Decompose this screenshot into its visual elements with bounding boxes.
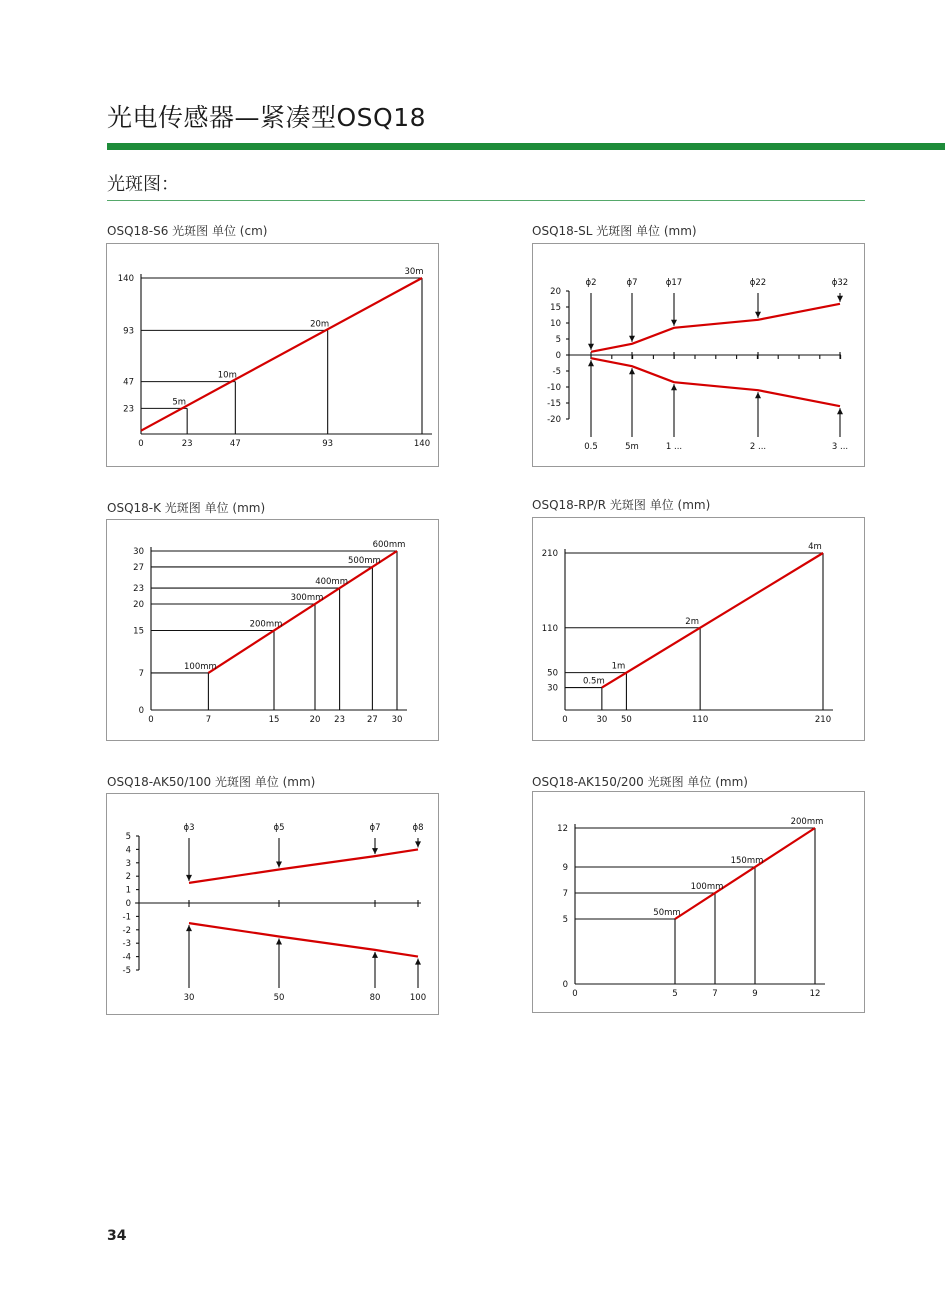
marker-label-1: 10m [217, 370, 237, 381]
y-tick-label-0: 0 [562, 980, 568, 990]
section-divider [107, 200, 865, 201]
spot-label-0: ϕ2 [585, 278, 597, 288]
x-tick-label-3: 110 [692, 715, 709, 725]
spot-label-3: ϕ8 [412, 823, 424, 833]
chart-caption-k: OSQ18-K 光斑图 单位 (mm) [107, 501, 266, 515]
spot-label-4: ϕ32 [831, 278, 849, 288]
chart-caption-ak50: OSQ18-AK50/100 光斑图 单位 (mm) [107, 775, 316, 789]
y-tick-label-5: -5 [552, 367, 561, 377]
y-tick-label-3: 140 [117, 274, 134, 284]
marker-label-3: 200mm [790, 817, 824, 827]
y-tick-label-1: 5 [562, 915, 568, 925]
upper-envelope-line [189, 849, 418, 883]
page-title: 光电传感器—紧凑型OSQ18 [107, 103, 427, 132]
marker-label-5: 600mm [372, 540, 406, 550]
y-tick-label-3: 2 [125, 872, 131, 883]
x-label-1: 5m [625, 442, 639, 452]
y-tick-label-3: 5 [555, 335, 561, 345]
spot-label-1: ϕ5 [273, 823, 285, 833]
y-tick-label-0: 5 [125, 832, 131, 842]
x-tick-label-3: 20 [309, 715, 321, 725]
spot-arrow-up-0-head [588, 360, 594, 366]
y-tick-label-6: -1 [122, 912, 131, 923]
spot-arrow-up-2-head [372, 952, 378, 958]
y-tick-label-2: 15 [133, 626, 144, 637]
x-label-2: 80 [369, 993, 381, 1003]
x-tick-label-0: 0 [148, 715, 154, 725]
marker-label-3: 4m [808, 542, 822, 552]
y-tick-label-6: -10 [547, 383, 561, 393]
chart-ak150 [533, 792, 866, 1014]
x-label-4: 3 ... [831, 442, 849, 452]
y-tick-label-0: 0 [138, 706, 144, 716]
y-tick-label-7: -15 [547, 399, 561, 409]
marker-label-0: 0.5m [582, 676, 605, 687]
chart-sl [533, 244, 866, 468]
x-label-1: 50 [273, 993, 285, 1003]
spot-arrow-down-1-head [629, 336, 635, 342]
y-tick-label-3: 20 [133, 600, 144, 610]
x-tick-label-3: 93 [322, 439, 334, 449]
chart-panel-s6 [106, 243, 439, 467]
y-tick-label-2: 3 [125, 858, 131, 869]
x-label-0: 0.5 [584, 442, 598, 452]
x-tick-label-2: 7 [712, 989, 718, 999]
y-tick-label-6: 30 [133, 547, 144, 557]
y-tick-label-5: 27 [133, 562, 144, 573]
y-tick-label-3: 210 [541, 549, 558, 559]
y-tick-label-4: 23 [133, 584, 144, 595]
spot-arrow-down-3-head [755, 312, 761, 318]
x-tick-label-4: 12 [809, 989, 821, 999]
marker-label-2: 20m [310, 319, 330, 330]
data-line [675, 828, 815, 919]
y-tick-label-4: 0 [555, 351, 561, 361]
marker-label-2: 300mm [290, 593, 324, 603]
y-tick-label-2: 110 [541, 623, 558, 634]
chart-rp [533, 518, 866, 742]
chart-panel-ak50 [106, 793, 439, 1015]
x-label-3: 100 [409, 993, 427, 1003]
y-tick-label-0: 20 [550, 287, 561, 297]
data-line [208, 551, 397, 673]
y-tick-label-4: 1 [125, 885, 131, 896]
x-tick-label-5: 27 [366, 715, 378, 725]
marker-label-0: 50mm [653, 908, 681, 918]
x-label-2: 1 ... [665, 442, 683, 452]
marker-label-2: 2m [685, 616, 699, 627]
chart-panel-rp [532, 517, 865, 741]
y-tick-label-10: -5 [122, 966, 131, 976]
upper-envelope-line [591, 304, 840, 352]
spot-arrow-down-0-head [588, 344, 594, 350]
spot-arrow-down-2-head [671, 320, 677, 326]
spot-arrow-up-1-head [629, 368, 635, 374]
x-tick-label-0: 0 [572, 989, 578, 999]
y-tick-label-5: 0 [125, 899, 131, 909]
lower-envelope-line [591, 358, 840, 406]
spot-label-2: ϕ7 [369, 823, 381, 833]
x-tick-label-0: 0 [562, 715, 568, 725]
y-tick-label-2: 10 [550, 319, 561, 329]
header-accent-bar [107, 143, 945, 150]
y-tick-label-1: 15 [550, 303, 561, 313]
x-tick-label-6: 30 [391, 715, 403, 725]
marker-label-3: 30m [404, 267, 424, 277]
y-tick-label-1: 47 [123, 377, 134, 388]
spot-arrow-up-1-head [276, 939, 282, 945]
x-tick-label-3: 9 [752, 989, 758, 999]
chart-caption-sl: OSQ18-SL 光斑图 单位 (mm) [532, 224, 697, 238]
x-tick-label-1: 5 [672, 989, 678, 999]
chart-k [107, 520, 440, 742]
spot-label-3: ϕ22 [749, 278, 767, 288]
chart-caption-ak150: OSQ18-AK150/200 光斑图 单位 (mm) [532, 775, 748, 789]
spot-arrow-up-4-head [837, 408, 843, 414]
y-tick-label-2: 93 [123, 326, 134, 337]
y-tick-label-8: -3 [122, 939, 131, 950]
marker-label-0: 5m [172, 397, 187, 408]
y-tick-label-1: 4 [125, 845, 131, 856]
x-tick-label-2: 15 [268, 715, 280, 725]
data-line [141, 278, 422, 431]
y-tick-label-9: -4 [122, 952, 131, 963]
marker-label-0: 100mm [184, 661, 217, 672]
spot-arrow-down-2-head [372, 848, 378, 854]
marker-label-1: 100mm [690, 882, 724, 892]
spot-arrow-down-4-head [837, 296, 843, 302]
marker-label-2: 150mm [730, 856, 764, 866]
spot-label-0: ϕ3 [183, 823, 195, 833]
x-tick-label-4: 210 [814, 715, 832, 725]
spot-arrow-up-3-head [755, 392, 761, 398]
chart-panel-ak150 [532, 791, 865, 1013]
y-tick-label-4: 12 [557, 824, 568, 834]
y-tick-label-3: 9 [562, 863, 568, 873]
x-tick-label-0: 0 [138, 439, 144, 449]
chart-ak50 [107, 794, 440, 1016]
x-tick-label-4: 23 [334, 715, 346, 725]
chart-caption-rp: OSQ18-RP/R 光斑图 单位 (mm) [532, 498, 711, 512]
marker-label-4: 500mm [348, 555, 381, 566]
chart-s6 [107, 244, 440, 468]
chart-panel-k [106, 519, 439, 741]
data-line [602, 553, 823, 688]
x-tick-label-1: 23 [181, 439, 193, 449]
marker-label-1: 1m [611, 661, 626, 672]
y-tick-label-0: 23 [123, 404, 134, 415]
x-tick-label-1: 7 [205, 715, 212, 725]
chart-panel-sl [532, 243, 865, 467]
spot-label-1: ϕ7 [626, 278, 638, 288]
spot-arrow-up-2-head [671, 384, 677, 390]
x-tick-label-1: 30 [596, 715, 608, 725]
x-tick-label-2: 50 [621, 715, 632, 725]
y-tick-label-2: 7 [562, 889, 568, 899]
spot-label-2: ϕ17 [665, 278, 683, 288]
lower-envelope-line [189, 923, 418, 957]
x-tick-label-2: 47 [229, 439, 241, 449]
marker-label-1: 200mm [249, 619, 283, 630]
chart-caption-s6: OSQ18-S6 光斑图 单位 (cm) [107, 224, 268, 238]
marker-label-3: 400mm [315, 577, 348, 588]
spot-arrow-down-0-head [186, 875, 192, 881]
page-number: 34 [107, 1228, 127, 1244]
x-tick-label-4: 140 [413, 439, 431, 449]
spot-arrow-down-1-head [276, 862, 282, 868]
x-label-0: 30 [183, 993, 195, 1003]
section-title: 光斑图： [107, 174, 179, 195]
y-tick-label-7: -2 [122, 925, 131, 936]
x-label-3: 2 ... [749, 442, 767, 452]
y-tick-label-1: 50 [547, 668, 558, 679]
spot-arrow-up-3-head [415, 959, 421, 965]
y-tick-label-0: 30 [547, 683, 558, 694]
spot-arrow-down-3-head [415, 841, 421, 847]
y-tick-label-1: 7 [138, 668, 144, 679]
y-tick-label-8: -20 [547, 415, 561, 425]
spot-arrow-up-0-head [186, 925, 192, 931]
